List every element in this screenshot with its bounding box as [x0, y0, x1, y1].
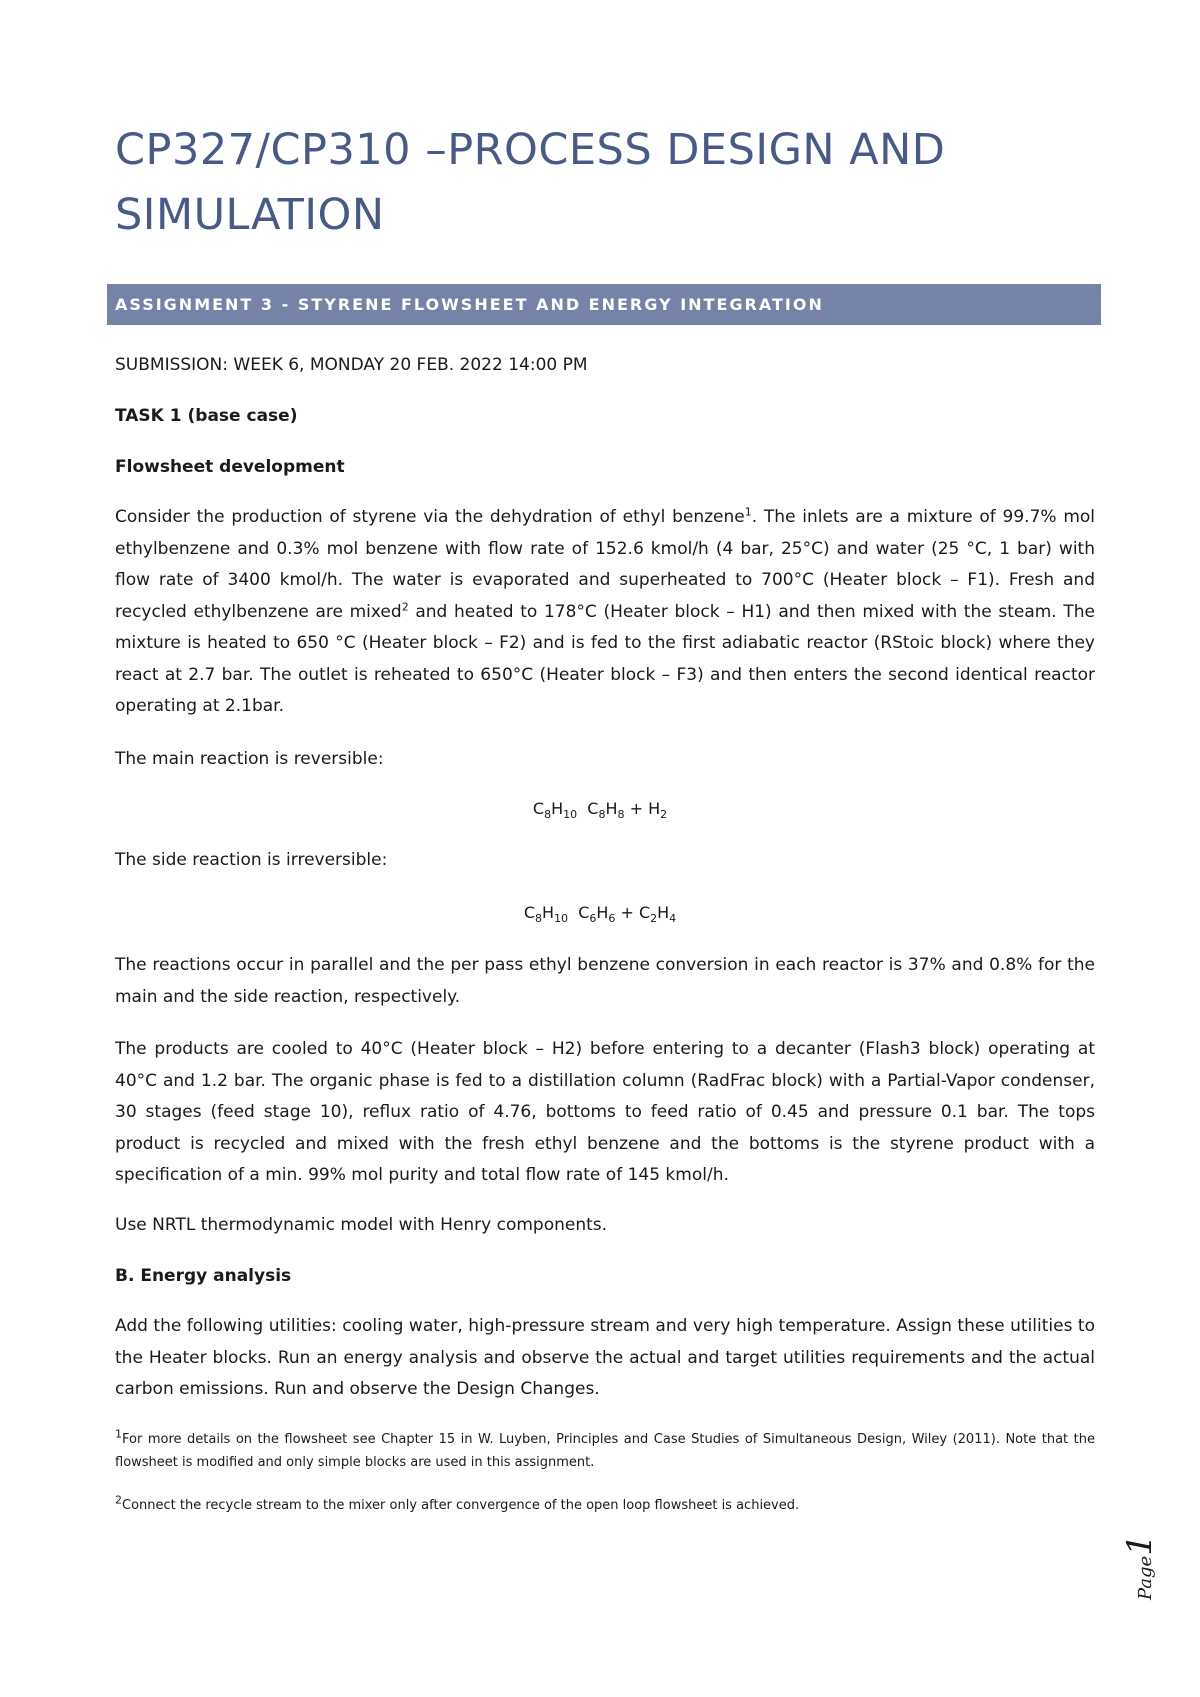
page-number-value: 1 [1120, 1534, 1160, 1556]
document-title: CP327/CP310 –PROCESS DESIGN AND SIMULATION [115, 125, 946, 240]
para1-text-c: and heated to 178°C (Heater block – H1) and then mixed with the steam. The mixture is heated to 650 °C (Heater block – F2) and is fed to the first adiabatic reactor (RStoic block) where they react at 2.7 bar. The outlet is reheated to 650°C (Heater block – F3) and then enters the second identical reactor operating at 2.1bar. [115, 601, 1095, 716]
main-reaction-label: The main reaction is reversible: [115, 749, 384, 769]
side-reaction-label: The side reaction is irreversible: [115, 850, 388, 870]
footnote-1: $^1$For more details on the flowsheet see Chapter 15 in W. Luyben, Principles and Case Studies of Simultaneous Design, Wiley (2011). Note that the flowsheet is modified and only simple blocks are used in this assignment. [115, 1427, 1095, 1470]
task-heading: TASK 1 (base case) [115, 406, 298, 426]
thermo-model-line: Use NRTL thermodynamic model with Henry components. [115, 1215, 608, 1235]
side-reaction-equation: $C_8H_{10}$ $C_6H_6 + C_2H_4$ [523, 903, 677, 926]
para1-text-b: . The inlets are a mixture of 99.7% mol ethylbenzene and 0.3% mol benzene with flow rate of 152.6 kmol/h (4 bar, 25°C) and water (25 °C, 1 bar) with flow rate of 3400 kmol/h. The water is evaporated and superheated to 700°C (Heater block – F1). Fresh and recycled ethylbenzene are mixed [115, 507, 1095, 622]
footnote-ref-2[interactable]: 2 [401, 599, 409, 613]
energy-analysis-heading: B. Energy analysis [115, 1266, 292, 1286]
para1-text-a: Consider the production of styrene via the dehydration of ethyl benzene [115, 507, 745, 527]
page-number [1120, 1534, 1200, 1600]
assignment-banner: ASSIGNMENT 3 - STYRENE FLOWSHEET AND ENERGY INTEGRATION [107, 284, 1101, 325]
separation-paragraph: The products are cooled to 40°C (Heater block – H2) before entering to a decanter (Flash3 block) operating at 40°C and 1.2 bar. The organic phase is fed to a distillation column (RadFrac block) with a Partial-Vapor condenser, 30 stages (feed stage 10), reflux ratio of 4.76, bottoms to feed ratio of 0.45 and pressure 0.1 bar. The tops product is recycled and mixed with the fresh ethyl benzene and the bottoms is the styrene product with a specification of a min. 99% mol purity and total flow rate of 145 kmol/h. [115, 1039, 1095, 1185]
footnote-2: $^2$Connect the recycle stream to the mixer only after convergence of the open loop flowsheet is achieved. [115, 1493, 800, 1513]
conversion-paragraph: The reactions occur in parallel and the per pass ethyl benzene conversion in each reactor is 37% and 0.8% for the main and the side reaction, respectively. [115, 955, 1095, 1007]
flowsheet-paragraph [115, 502, 1095, 723]
footnote-ref-1[interactable]: 1 [744, 505, 752, 519]
flowsheet-heading: Flowsheet development [115, 457, 345, 477]
energy-paragraph: Add the following utilities: cooling water, high-pressure stream and very high temperature. Assign these utilities to the Heater blocks. Run an energy analysis and observe the actual and target utilities requirements and the actual carbon emissions. Run and observe the Design Changes. [115, 1316, 1095, 1399]
submission-line: SUBMISSION: WEEK 6, MONDAY 20 FEB. 2022 14:00 PM [115, 355, 588, 375]
main-reaction-equation: $C_8H_{10}$ $C_8H_8 + H_2$ [532, 799, 668, 822]
page-label: Page [1135, 1555, 1156, 1600]
